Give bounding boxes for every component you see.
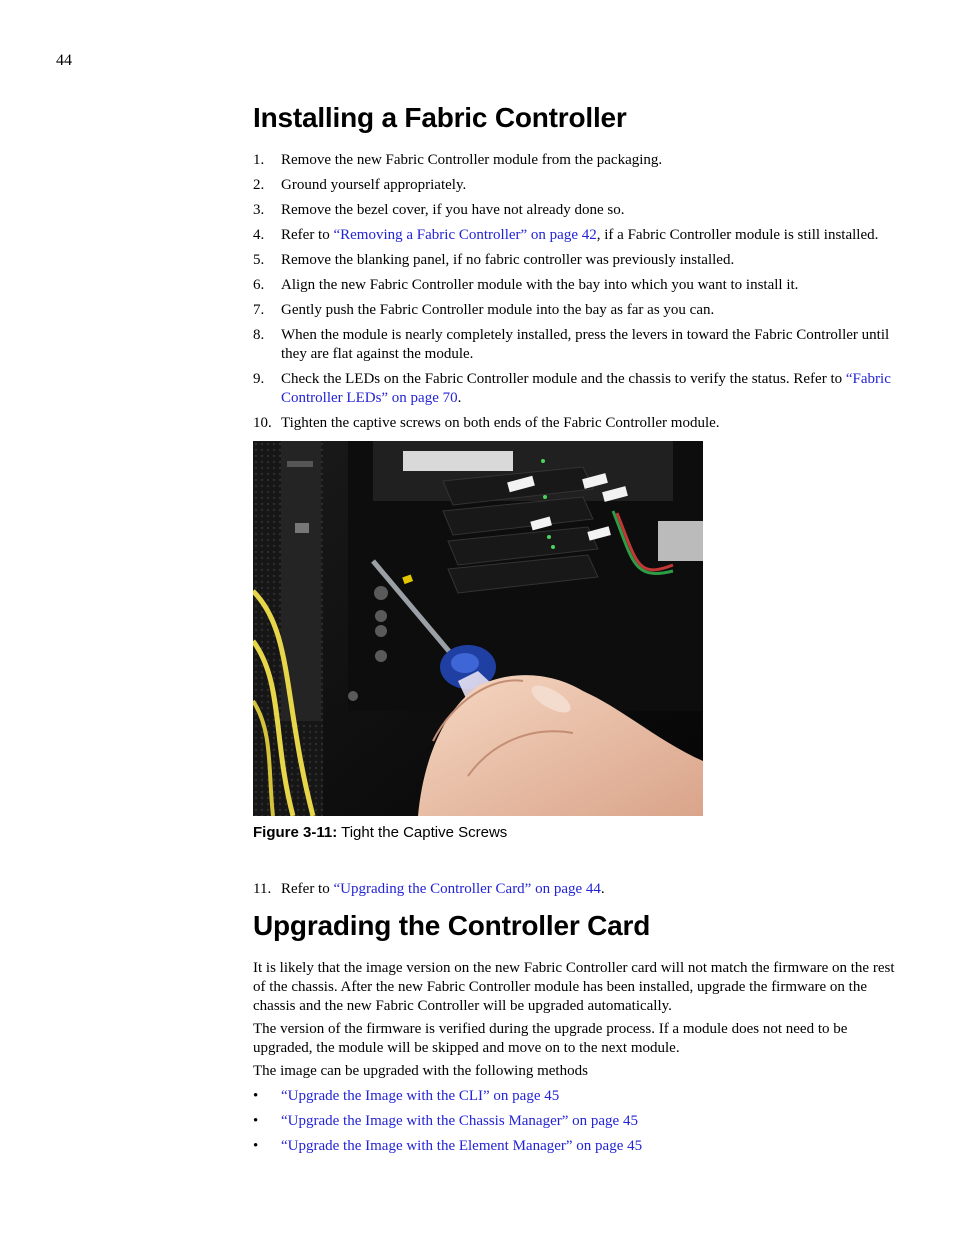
step-number: 10. — [253, 415, 272, 431]
steps-list-container — [253, 151, 903, 433]
step-number: 4. — [253, 227, 265, 243]
step-text: Ground yourself appropriately. — [281, 177, 467, 193]
step-text: . — [600, 881, 605, 897]
section-installing — [253, 102, 903, 134]
step-number: 11. — [253, 881, 272, 897]
cross-reference-link[interactable]: “Upgrading the Controller Card” on page 44 — [333, 881, 601, 897]
list-item — [253, 1137, 903, 1156]
list-item — [253, 226, 903, 245]
list-item — [253, 151, 903, 170]
list-item — [253, 301, 903, 320]
step-text: , if a Fabric Controller module is still installed. — [596, 227, 879, 243]
list-item — [253, 880, 903, 899]
step-number: 7. — [253, 302, 265, 318]
step-number: 9. — [253, 371, 265, 387]
paragraph: The image can be upgraded with the following methods — [253, 1063, 588, 1079]
step-number: 2. — [253, 177, 265, 193]
step-text: Tighten the captive screws on both ends of the Fabric Controller module. — [281, 415, 720, 431]
list-item — [253, 326, 903, 364]
figure-caption — [253, 824, 507, 841]
section-title: Upgrading the Controller Card — [253, 910, 651, 941]
figure-caption-text: Tight the Captive Screws — [337, 824, 508, 841]
list-item — [253, 370, 903, 408]
cross-reference-link[interactable]: “Upgrade the Image with the Element Manager” on page 45 — [281, 1138, 643, 1154]
step-text: Align the new Fabric Controller module with the bay into which you want to install it. — [281, 277, 799, 293]
step-11-container — [253, 880, 903, 899]
cross-reference-link[interactable]: “Removing a Fabric Controller” on page 42 — [333, 227, 597, 243]
list-item — [253, 201, 903, 220]
step-text: Gently push the Fabric Controller module into the bay as far as you can. — [281, 302, 715, 318]
bullet-icon: • — [253, 1138, 259, 1154]
cross-reference-link[interactable]: “Fabric Controller LEDs” on page 70 — [281, 371, 891, 406]
step-number: 3. — [253, 202, 265, 218]
list-item — [253, 251, 903, 270]
step-number: 8. — [253, 327, 265, 343]
step-text: Remove the bezel cover, if you have not already done so. — [281, 202, 625, 218]
step-text: Check the LEDs on the Fabric Controller module and the chassis to verify the status. Refer to — [281, 371, 846, 387]
page-number: 44 — [56, 52, 72, 69]
step-text: . — [457, 390, 462, 406]
bullet-icon: • — [253, 1113, 259, 1129]
section-title: Installing a Fabric Controller — [253, 102, 627, 133]
steps-list-continued — [253, 880, 903, 899]
paragraph: It is likely that the image version on the new Fabric Controller card will not match the firmware on the rest of the chassis. After the new Fabric Controller module has been installed, upgrade the firmware on the chassis and the new Fabric Controller will be upgraded automatically. — [253, 960, 895, 1014]
step-text: Remove the blanking panel, if no fabric controller was previously installed. — [281, 252, 735, 268]
steps-list — [253, 151, 903, 433]
step-text: Refer to — [281, 881, 334, 897]
list-item — [253, 176, 903, 195]
methods-list — [253, 1087, 903, 1156]
paragraph: The version of the firmware is verified during the upgrade process. If a module does not need to be upgraded, the module will be skipped and move on to the next module. — [253, 1021, 848, 1056]
upgrade-body — [253, 959, 903, 1156]
bullet-icon: • — [253, 1088, 259, 1104]
step-number: 1. — [253, 152, 265, 168]
step-number: 5. — [253, 252, 265, 268]
cross-reference-link[interactable]: “Upgrade the Image with the CLI” on page 45 — [281, 1088, 560, 1104]
list-item — [253, 414, 903, 433]
step-text: Refer to — [281, 227, 334, 243]
list-item — [253, 1112, 903, 1131]
step-number: 6. — [253, 277, 265, 293]
step-text: When the module is nearly completely installed, press the levers in toward the Fabric Controller until they are flat against the module. — [281, 327, 890, 362]
figure-photo — [253, 441, 703, 816]
cross-reference-link[interactable]: “Upgrade the Image with the Chassis Manager” on page 45 — [281, 1113, 638, 1129]
step-text: Remove the new Fabric Controller module from the packaging. — [281, 152, 663, 168]
list-item — [253, 1087, 903, 1106]
section-upgrading — [253, 910, 903, 942]
list-item — [253, 276, 903, 295]
figure-label: Figure 3-11: — [253, 824, 338, 841]
